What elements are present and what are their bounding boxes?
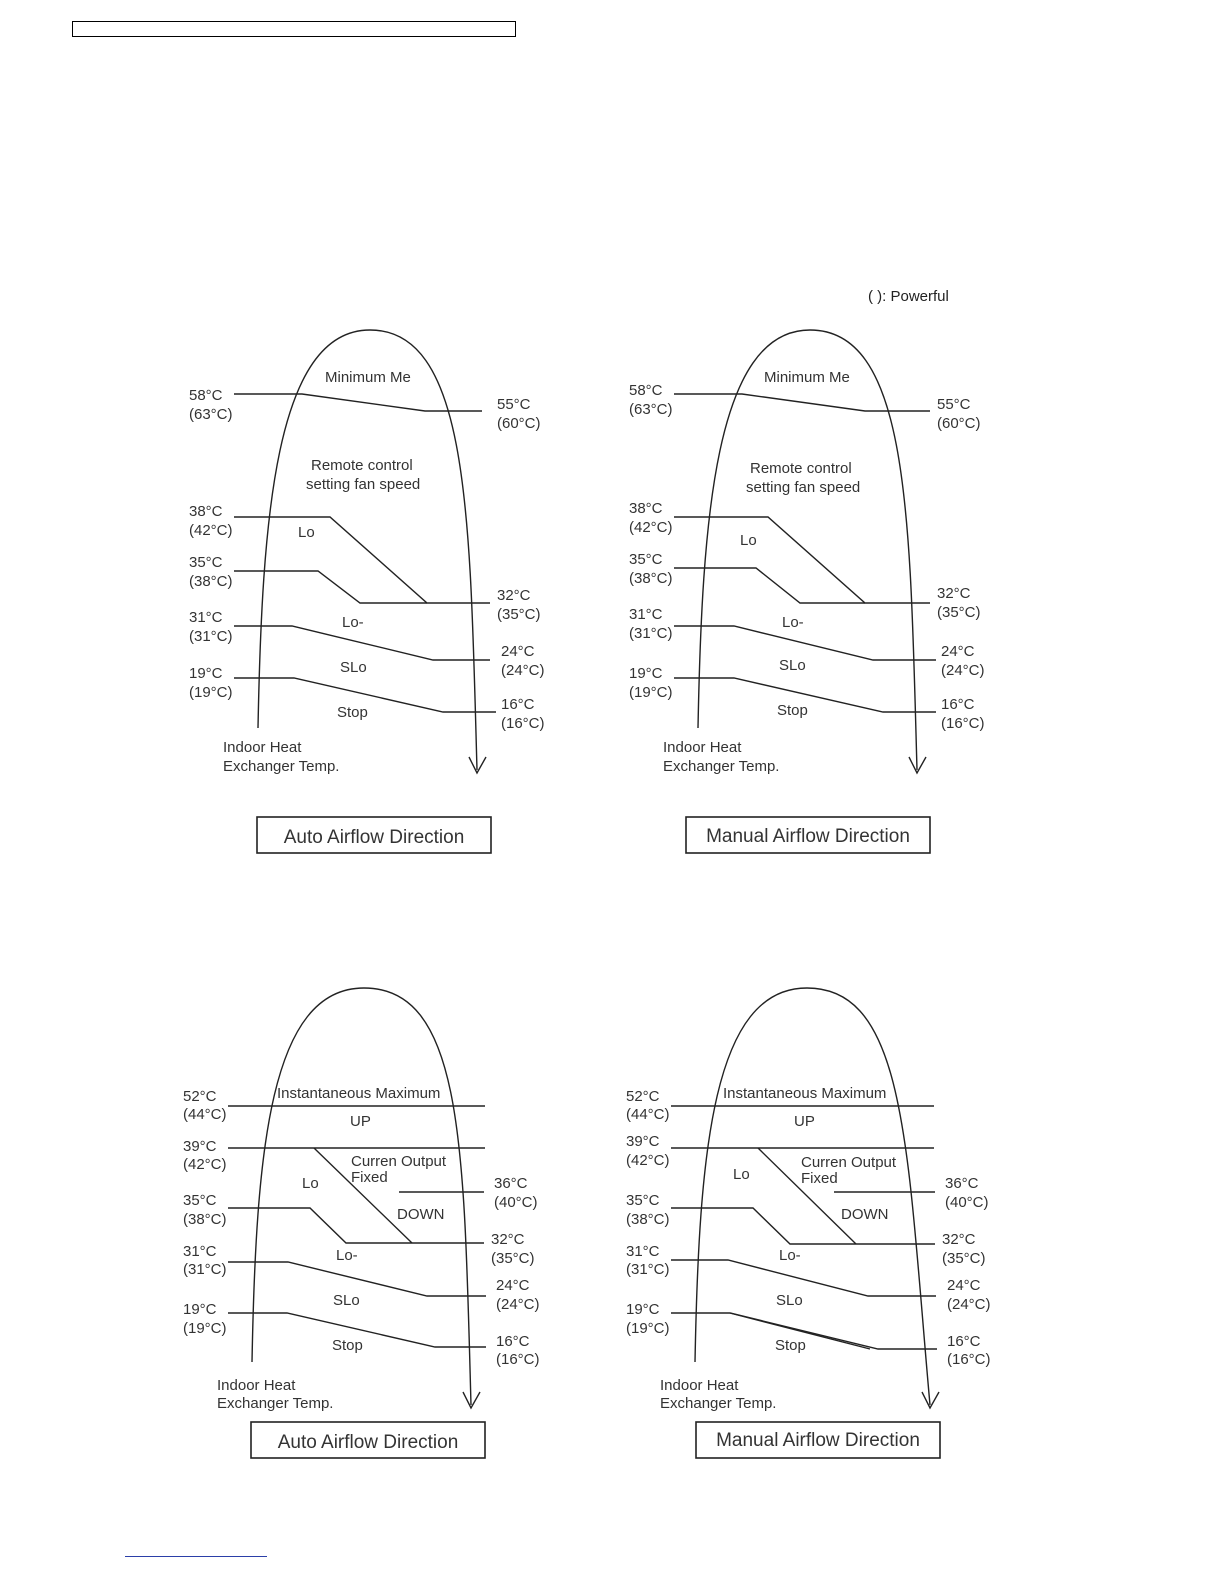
temp-label: (35°C) (491, 1250, 535, 1267)
zone-label: Stop (777, 702, 808, 719)
zone-label: Curren Output (351, 1153, 447, 1170)
temp-label: 24°C (496, 1277, 530, 1294)
temp-label: (42°C) (183, 1156, 227, 1173)
temp-label: 32°C (491, 1231, 525, 1248)
temp-label: (44°C) (183, 1106, 227, 1123)
temp-label: (44°C) (626, 1106, 670, 1123)
temp-label: 58°C (629, 382, 663, 399)
zone-label: Lo (298, 524, 315, 541)
zone-label: Minimum Me (325, 369, 411, 386)
zone-label: Stop (775, 1337, 806, 1354)
temp-label: 31°C (183, 1243, 217, 1260)
temp-label: (35°C) (497, 606, 541, 623)
temp-label: (19°C) (629, 684, 673, 701)
zone-label: Fixed (351, 1169, 388, 1186)
temp-label: (16°C) (941, 715, 985, 732)
zone-label: Instantaneous Maximum (723, 1085, 887, 1102)
footer-link-underline[interactable] (125, 1556, 267, 1558)
temp-label: 32°C (497, 587, 531, 604)
temp-label: 36°C (494, 1175, 528, 1192)
temp-label: 16°C (496, 1333, 530, 1350)
temp-label: (31°C) (189, 628, 233, 645)
temp-label: 38°C (189, 503, 223, 520)
temp-label: 32°C (937, 585, 971, 602)
temp-label: (35°C) (937, 604, 981, 621)
axis-label: Exchanger Temp. (663, 758, 780, 775)
zone-label: Lo (302, 1175, 319, 1192)
temp-label: (60°C) (937, 415, 981, 432)
temp-label: (35°C) (942, 1250, 986, 1267)
temp-label: 19°C (629, 665, 663, 682)
temp-label: (16°C) (496, 1351, 540, 1368)
axis-label: Exchanger Temp. (660, 1395, 777, 1412)
temp-label: (19°C) (626, 1320, 670, 1337)
zone-label: Minimum Me (764, 369, 850, 386)
temp-label: 24°C (947, 1277, 981, 1294)
temp-label: (60°C) (497, 415, 541, 432)
temp-label: (40°C) (494, 1194, 538, 1211)
temp-label: (19°C) (189, 684, 233, 701)
zone-label: Remote control (311, 457, 413, 474)
temp-label: (38°C) (189, 573, 233, 590)
axis-label: Exchanger Temp. (223, 758, 340, 775)
diagram-upper-right (629, 330, 985, 853)
temp-label: 52°C (183, 1088, 217, 1105)
temp-label: 39°C (626, 1133, 660, 1150)
zone-label: setting fan speed (306, 476, 421, 493)
zone-label: Fixed (801, 1170, 838, 1187)
temp-label: (16°C) (501, 715, 545, 732)
temp-label: 58°C (189, 387, 223, 404)
temp-label: (63°C) (629, 401, 673, 418)
zone-label: Stop (337, 704, 368, 721)
temp-label: (42°C) (626, 1152, 670, 1169)
caption-upper-right: Manual Airflow Direction (706, 826, 910, 847)
temp-label: 38°C (629, 500, 663, 517)
temp-label: 31°C (629, 606, 663, 623)
zone-label: UP (350, 1113, 371, 1130)
zone-label: SLo (776, 1292, 803, 1309)
caption-upper-left: Auto Airflow Direction (283, 827, 465, 848)
temp-label: (38°C) (629, 570, 673, 587)
temp-label: 35°C (189, 554, 223, 571)
temp-label: 16°C (947, 1333, 981, 1350)
temp-label: (38°C) (183, 1211, 227, 1228)
temp-label: 35°C (629, 551, 663, 568)
temp-label: 36°C (945, 1175, 979, 1192)
axis-label: Indoor Heat (660, 1377, 739, 1394)
temp-label: 19°C (626, 1301, 660, 1318)
diagram-lower-left (183, 988, 540, 1458)
temp-label: (16°C) (947, 1351, 991, 1368)
caption-lower-left: Auto Airflow Direction (277, 1432, 459, 1453)
temp-label: 35°C (626, 1192, 660, 1209)
temp-label: 19°C (183, 1301, 217, 1318)
powerful-note: ( ): Powerful (868, 288, 949, 305)
zone-label: DOWN (397, 1206, 445, 1223)
temp-label: (24°C) (501, 662, 545, 679)
axis-label: Indoor Heat (217, 1377, 296, 1394)
zone-label: Lo- (336, 1247, 358, 1264)
zone-label: setting fan speed (746, 479, 861, 496)
zone-label: Lo- (782, 614, 804, 631)
temp-label: 24°C (941, 643, 975, 660)
temp-label: (42°C) (189, 522, 233, 539)
temp-label: (31°C) (626, 1261, 670, 1278)
zone-label: Curren Output (801, 1154, 897, 1171)
axis-label: Indoor Heat (663, 739, 742, 756)
temp-label: 16°C (501, 696, 535, 713)
zone-label: Lo- (779, 1247, 801, 1264)
temp-label: (40°C) (945, 1194, 989, 1211)
temp-label: (31°C) (629, 625, 673, 642)
temp-label: 35°C (183, 1192, 217, 1209)
zone-label: SLo (779, 657, 806, 674)
zone-label: Instantaneous Maximum (277, 1085, 441, 1102)
temp-label: (24°C) (941, 662, 985, 679)
zone-label: Lo- (342, 614, 364, 631)
temp-label: (24°C) (947, 1296, 991, 1313)
temp-label: 24°C (501, 643, 535, 660)
temp-label: 16°C (941, 696, 975, 713)
zone-label: Lo (740, 532, 757, 549)
temp-label: (24°C) (496, 1296, 540, 1313)
temp-label: (19°C) (183, 1320, 227, 1337)
zone-label: DOWN (841, 1206, 889, 1223)
temp-label: 52°C (626, 1088, 660, 1105)
axis-label: Exchanger Temp. (217, 1395, 334, 1412)
zone-label: SLo (333, 1292, 360, 1309)
temp-label: 39°C (183, 1138, 217, 1155)
zone-label: Stop (332, 1337, 363, 1354)
temp-label: (31°C) (183, 1261, 227, 1278)
temp-label: 55°C (497, 396, 531, 413)
zone-label: Lo (733, 1166, 750, 1183)
axis-label: Indoor Heat (223, 739, 302, 756)
temp-label: 32°C (942, 1231, 976, 1248)
diagram-upper-left (189, 330, 545, 853)
temp-label: 31°C (626, 1243, 660, 1260)
caption-lower-right: Manual Airflow Direction (716, 1430, 920, 1451)
temp-label: (63°C) (189, 406, 233, 423)
temp-label: 19°C (189, 665, 223, 682)
zone-label: Remote control (750, 460, 852, 477)
temp-label: (38°C) (626, 1211, 670, 1228)
zone-label: UP (794, 1113, 815, 1130)
temp-label: 31°C (189, 609, 223, 626)
zone-label: SLo (340, 659, 367, 676)
temp-label: (42°C) (629, 519, 673, 536)
diagram-lower-right (626, 988, 991, 1458)
temp-label: 55°C (937, 396, 971, 413)
